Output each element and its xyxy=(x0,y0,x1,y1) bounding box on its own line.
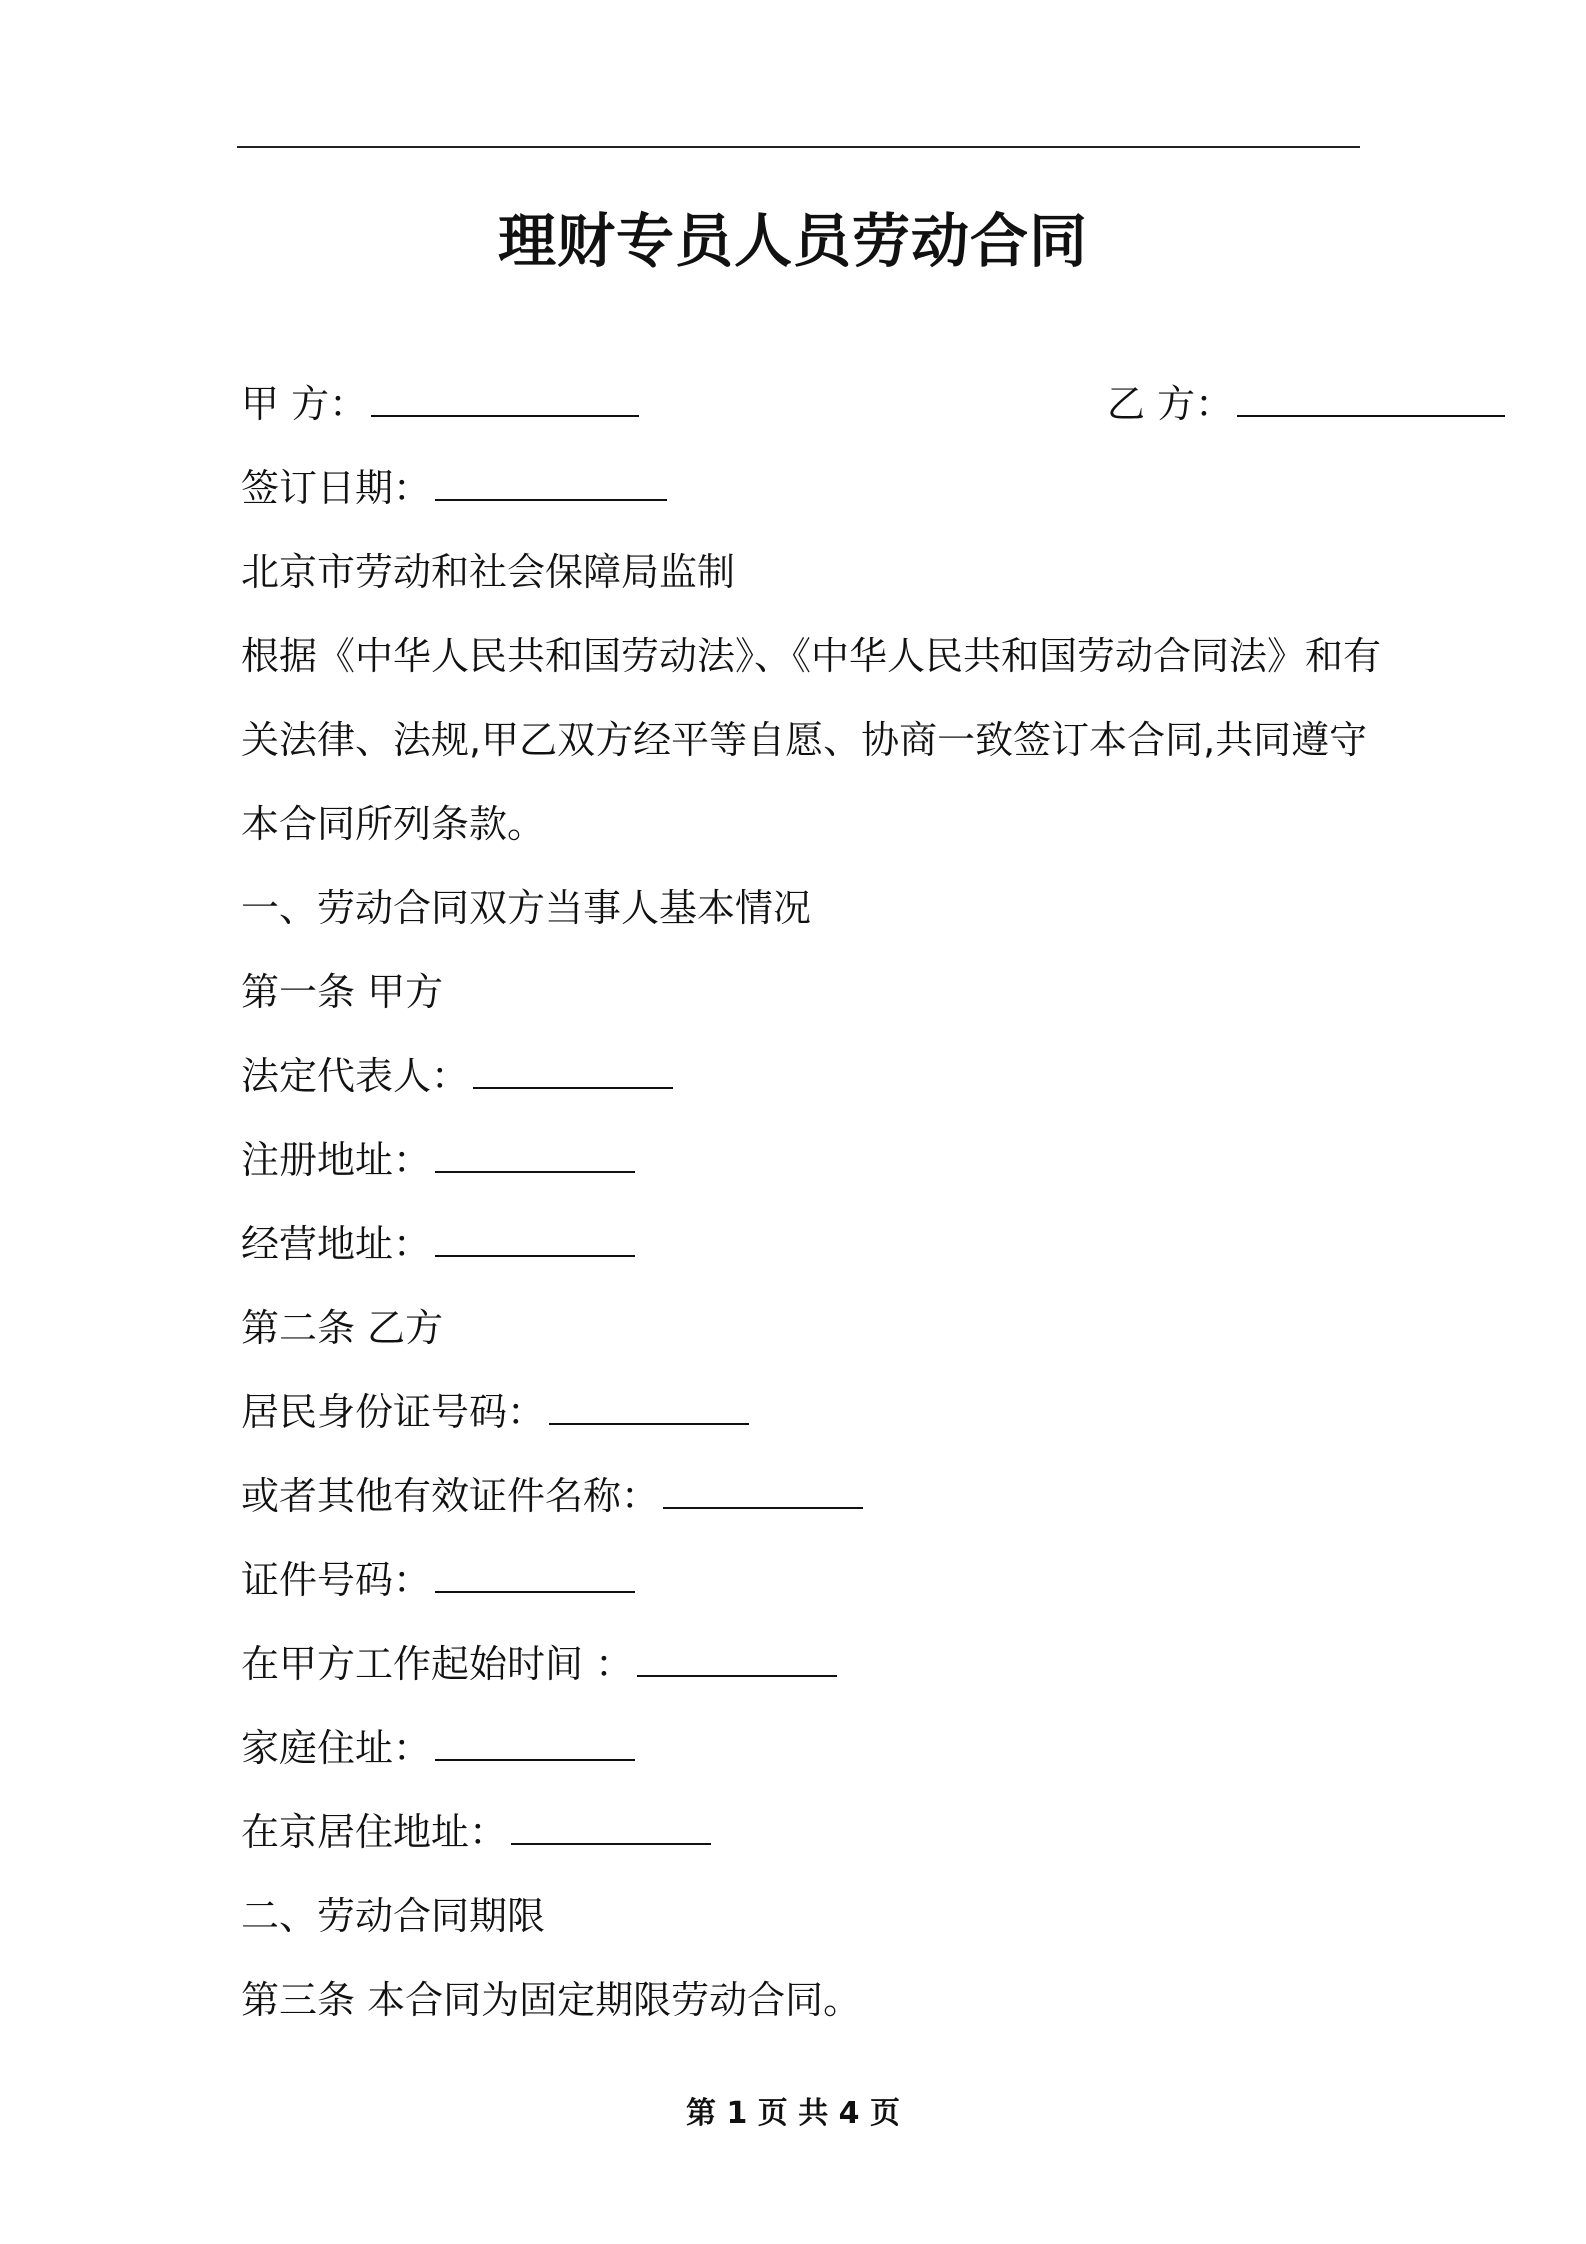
beijing-address-row xyxy=(241,1790,711,1874)
start-time-label: 在甲方工作起始时间 ： xyxy=(241,1642,634,1686)
article-1-heading: 第一条 甲方 xyxy=(241,970,444,1014)
header-rule xyxy=(237,146,1360,148)
sign-date-row xyxy=(241,446,667,530)
section-2-heading: 二、劳动合同期限 xyxy=(241,1894,546,1938)
home-address-row xyxy=(241,1706,635,1790)
party-b-field[interactable] xyxy=(1237,385,1505,417)
section-1-heading: 一、劳动合同双方当事人基本情况 xyxy=(241,886,812,930)
article-2-heading: 第二条 乙方 xyxy=(241,1306,444,1350)
party-a-label: 甲 方： xyxy=(241,382,368,426)
intro-line-1: 根据《中华人民共和国劳动法》、《中华人民共和国劳动合同法》和有 xyxy=(241,634,1382,678)
legal-rep-label: 法定代表人： xyxy=(241,1054,470,1098)
beijing-address-label: 在京居住地址： xyxy=(241,1810,508,1854)
legal-rep-field[interactable] xyxy=(473,1057,673,1089)
cert-number-row xyxy=(241,1538,635,1622)
other-cert-name-label: 或者其他有效证件名称： xyxy=(241,1474,660,1518)
page-indicator: 第 1 页 共 4 页 xyxy=(686,2096,900,2131)
reg-address-field[interactable] xyxy=(435,1141,635,1173)
intro-line-2: 关法律、法规,甲乙双方经平等自愿、协商一致签订本合同,共同遵守 xyxy=(241,718,1368,762)
sign-date-field[interactable] xyxy=(435,469,667,501)
party-a-field[interactable] xyxy=(371,385,639,417)
party-b-label: 乙 方： xyxy=(1107,382,1234,426)
legal-rep-row xyxy=(241,1034,673,1118)
other-cert-name-field[interactable] xyxy=(663,1477,863,1509)
reg-address-label: 注册地址： xyxy=(241,1138,432,1182)
home-address-label: 家庭住址： xyxy=(241,1726,432,1770)
sign-date-label: 签订日期： xyxy=(241,466,432,510)
party-b-group xyxy=(1107,362,1505,446)
other-cert-name-row xyxy=(241,1454,863,1538)
biz-address-field[interactable] xyxy=(435,1225,635,1257)
id-number-field[interactable] xyxy=(549,1393,749,1425)
supervisor-line: 北京市劳动和社会保障局监制 xyxy=(241,550,736,594)
cert-number-label: 证件号码： xyxy=(241,1558,432,1602)
document-title: 理财专员人员劳动合同 xyxy=(497,207,1088,275)
beijing-address-field[interactable] xyxy=(511,1813,711,1845)
biz-address-label: 经营地址： xyxy=(241,1222,432,1266)
reg-address-row xyxy=(241,1118,635,1202)
home-address-field[interactable] xyxy=(435,1729,635,1761)
intro-line-3: 本合同所列条款。 xyxy=(241,802,546,846)
start-time-row xyxy=(241,1622,837,1706)
id-number-row xyxy=(241,1370,749,1454)
start-time-field[interactable] xyxy=(637,1645,837,1677)
cert-number-field[interactable] xyxy=(435,1561,635,1593)
biz-address-row xyxy=(241,1202,635,1286)
parties-row xyxy=(241,362,1234,446)
article-3-text: 第三条 本合同为固定期限劳动合同。 xyxy=(241,1978,862,2022)
id-number-label: 居民身份证号码： xyxy=(241,1390,546,1434)
